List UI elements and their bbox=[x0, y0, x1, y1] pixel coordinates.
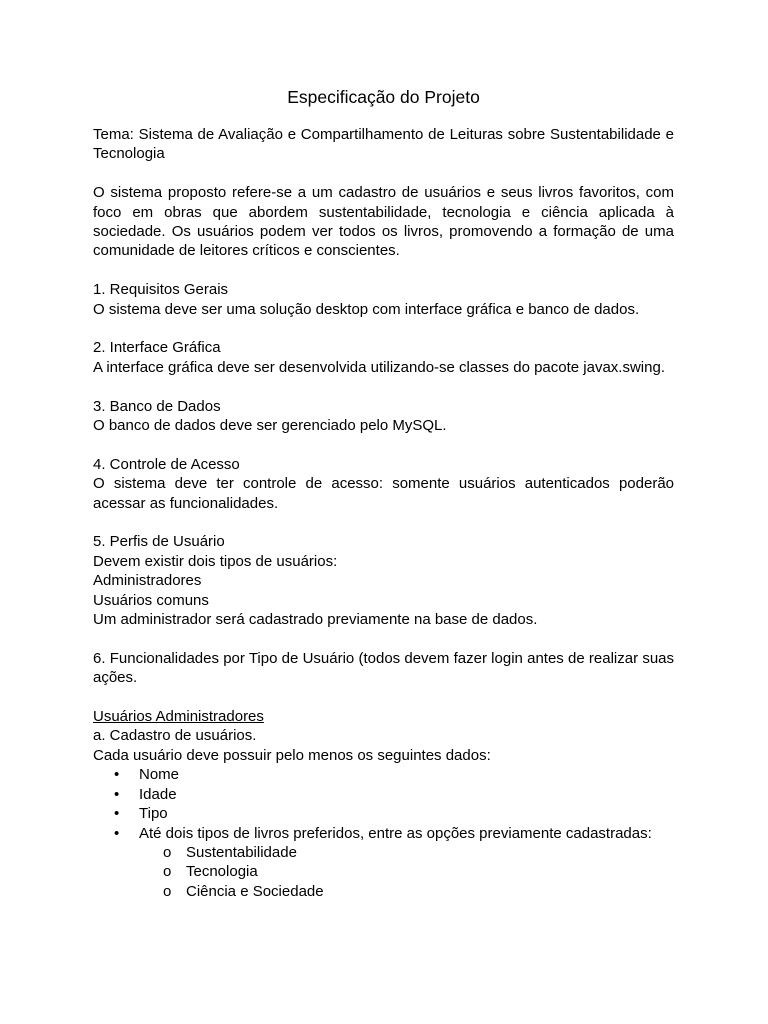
perfis-line: Um administrador será cadastrado previamente na base de dados. bbox=[93, 611, 538, 629]
spacer bbox=[93, 377, 674, 396]
list-item: o Tecnologia bbox=[93, 862, 674, 881]
document-content bbox=[93, 86, 674, 901]
perfis-line: Devem existir dois tipos de usuários: bbox=[93, 552, 338, 570]
list-item: • Até dois tipos de livros preferidos, entre as opções previamente cadastradas: bbox=[93, 824, 674, 843]
section-body-banco: O banco de dados deve ser gerenciado pelo MySQL. bbox=[93, 417, 447, 435]
document-title: Especificação do Projeto bbox=[287, 87, 480, 107]
section-heading-controle: 4. Controle de Acesso bbox=[93, 455, 240, 473]
spacer bbox=[93, 629, 674, 648]
section-body-requisitos: O sistema deve ser uma solução desktop com interface gráfica e banco de dados. bbox=[93, 300, 640, 318]
spacer bbox=[93, 164, 674, 183]
spacer bbox=[93, 261, 674, 280]
spacer bbox=[93, 435, 674, 454]
section-heading-interface: 2. Interface Gráfica bbox=[93, 339, 221, 357]
section-body-interface: A interface gráfica deve ser desenvolvida utilizando-se classes do pacote javax.swing. bbox=[93, 358, 665, 376]
admin-heading: Usuários Administradores bbox=[93, 708, 264, 726]
spacer bbox=[93, 513, 674, 532]
intro-paragraph: O sistema proposto refere-se a um cadastro de usuários e seus livros favoritos, com foco em obras que abordem sustentabilidade, tecnologia e ciência aplicada à sociedade. Os usuários podem ver todos os livros, promovendo a formação de uma comunidade de leitores críticos e conscientes. bbox=[93, 184, 674, 260]
item-a-cadastro: a. Cadastro de usuários. bbox=[93, 727, 257, 745]
section-body-controle: O sistema deve ter controle de acesso: somente usuários autenticados poderão acessar as funcionalidades. bbox=[93, 475, 674, 512]
list-item: o Sustentabilidade bbox=[93, 843, 674, 862]
spacer bbox=[93, 319, 674, 338]
list-item: • Nome bbox=[93, 765, 674, 784]
section-heading-banco: 3. Banco de Dados bbox=[93, 397, 221, 415]
perfis-line: Usuários comuns bbox=[93, 591, 209, 609]
spacer bbox=[93, 688, 674, 707]
list-item: o Ciência e Sociedade bbox=[93, 882, 674, 901]
section-heading-requisitos: 1. Requisitos Gerais bbox=[93, 281, 229, 299]
section-heading-funcionalidades: 6. Funcionalidades por Tipo de Usuário (todos devem fazer login antes de realizar suas ações. bbox=[93, 649, 674, 687]
book-types-list bbox=[93, 843, 674, 901]
user-fields-list bbox=[93, 765, 674, 843]
list-item: • Idade bbox=[93, 785, 674, 804]
item-a-description: Cada usuário deve possuir pelo menos os seguintes dados: bbox=[93, 746, 491, 764]
tema-paragraph: Tema: Sistema de Avaliação e Compartilhamento de Leituras sobre Sustentabilidade e Tecnologia bbox=[93, 126, 674, 163]
list-item: • Tipo bbox=[93, 804, 674, 823]
section-heading-perfis: 5. Perfis de Usuário bbox=[93, 533, 225, 551]
perfis-line: Administradores bbox=[93, 572, 202, 590]
